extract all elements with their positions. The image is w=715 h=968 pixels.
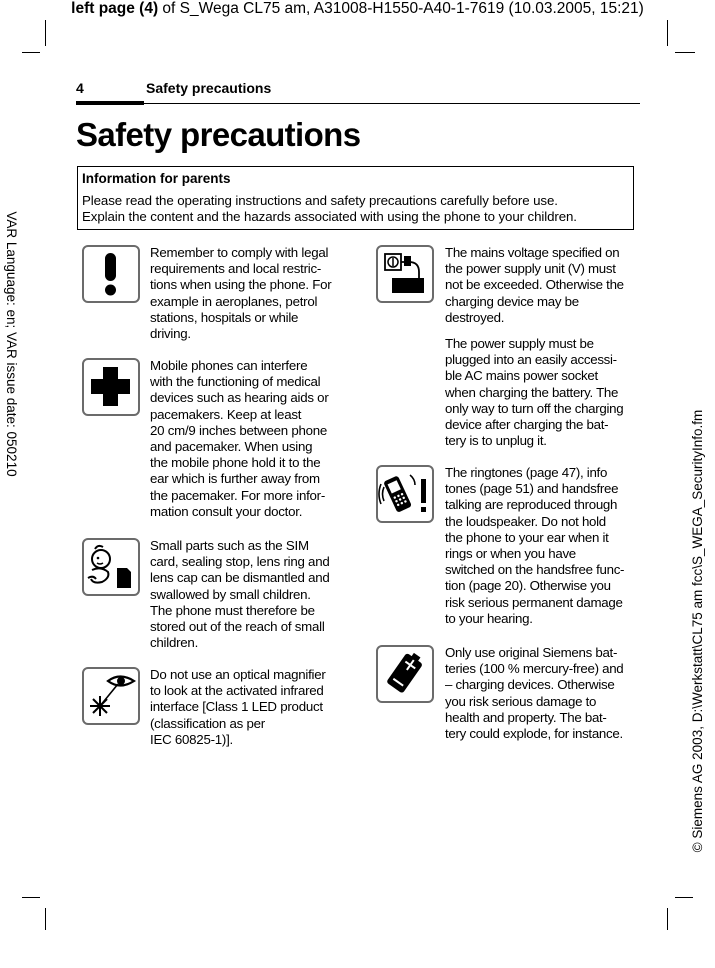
text-line: driving.: [150, 326, 191, 342]
text-line: not be exceeded. Otherwise the: [445, 277, 624, 293]
text-line: the phone to your ear when it: [445, 529, 609, 545]
text-line: talking are reproduced through: [445, 497, 618, 513]
page-number: 4: [76, 80, 84, 96]
print-header-file: of S_Wega CL75 am, A31008-H1550-A40-1-7619 (10.03.2005, 15:21): [158, 0, 644, 17]
crop-mark: [22, 52, 40, 53]
text-line: The mains voltage specified on: [445, 245, 620, 260]
safety-text-block: [445, 465, 637, 627]
text-line: The phone must therefore be: [150, 602, 315, 618]
text-line: to look at the activated infrared: [150, 683, 324, 699]
print-header-page: left page (4): [71, 0, 159, 17]
safety-text-block: [445, 645, 637, 742]
safety-text-block: [150, 667, 340, 748]
header-rule: [144, 103, 640, 104]
battery-icon: [376, 645, 434, 703]
margin-language-text: VAR Language: en; VAR issue date: 050210: [4, 211, 19, 477]
text-line: (classification as per: [150, 715, 265, 731]
print-header: [0, 0, 715, 18]
text-line: children.: [150, 635, 199, 651]
text-line: charging device may be: [445, 293, 579, 309]
exclamation-icon: [82, 245, 140, 303]
power-supply-icon: [376, 245, 434, 303]
safety-text-block: [445, 336, 637, 449]
crop-mark: [667, 20, 668, 46]
crop-mark: [22, 897, 40, 898]
safety-text-block: [445, 245, 637, 326]
text-line: lens cap can be dismantled and: [150, 570, 330, 586]
medical-cross-icon: [82, 358, 140, 416]
info-box-title: Information for parents: [82, 171, 231, 186]
text-line: Mobile phones can interfere: [150, 358, 308, 373]
text-line: stations, hospitals or while: [150, 309, 299, 325]
text-line: ear which is further away from: [150, 471, 320, 487]
info-box-line: Please read the operating instructions and safety precautions carefully before use.: [82, 193, 558, 208]
text-line: devices such as hearing aids or: [150, 390, 329, 406]
crop-mark: [675, 52, 695, 53]
text-line: only way to turn off the charging: [445, 400, 624, 416]
text-line: the power supply unit (V) must: [445, 261, 616, 277]
margin-copyright-text: © Siemens AG 2003, D:\Werkstatt\CL75 am fcc\S_WEGA_SecurityInfo.fm: [690, 409, 705, 853]
crop-mark: [667, 908, 668, 930]
child-small-parts-icon: [82, 538, 140, 596]
text-line: the pacemaker. For more infor-: [150, 487, 326, 503]
text-line: switched on the handsfree func-: [445, 562, 625, 578]
text-line: Only use original Siemens bat-: [445, 645, 618, 660]
text-line: Do not use an optical magnifier: [150, 667, 326, 682]
text-line: teries (100 % mercury-free) and: [445, 661, 624, 677]
text-line: tery could explode, for instance.: [445, 726, 623, 742]
text-line: destroyed.: [445, 309, 505, 325]
text-line: risk serious permanent damage: [445, 594, 623, 610]
text-line: 20 cm/9 inches between phone: [150, 422, 328, 438]
infrared-eye-icon: [82, 667, 140, 725]
text-line: the mobile phone hold it to the: [150, 455, 321, 471]
text-line: device after charging the bat-: [445, 417, 609, 433]
text-line: stored out of the reach of small: [150, 619, 325, 635]
text-line: plugged into an easily accessi-: [445, 352, 617, 368]
text-line: the loudspeaker. Do not hold: [445, 513, 606, 529]
text-line: requirements and local restric-: [150, 261, 322, 277]
text-line: health and property. The bat-: [445, 709, 607, 725]
text-line: tions when using the phone. For: [150, 277, 332, 293]
text-line: rings or when you have: [445, 546, 576, 562]
ringtone-volume-icon: [376, 465, 434, 523]
text-line: and pacemaker. When using: [150, 439, 313, 455]
text-line: when charging the battery. The: [445, 384, 619, 400]
text-line: mation consult your doctor.: [150, 503, 303, 519]
text-line: IEC 60825-1)].: [150, 731, 233, 747]
text-line: swallowed by small children.: [150, 586, 311, 602]
crop-mark: [45, 20, 46, 46]
text-line: card, sealing stop, lens ring and: [150, 554, 330, 570]
crop-mark: [45, 908, 46, 930]
text-line: tery is to unplug it.: [445, 433, 547, 449]
header-rule-thick: [76, 101, 144, 105]
safety-text-block: [150, 358, 340, 520]
text-line: Remember to comply with legal: [150, 245, 329, 260]
text-line: The power supply must be: [445, 336, 594, 351]
parents-info-box: [77, 166, 634, 230]
text-line: interface [Class 1 LED product: [150, 699, 323, 715]
text-line: with the functioning of medical: [150, 374, 321, 390]
text-line: The ringtones (page 47), info: [445, 465, 608, 480]
text-line: to your hearing.: [445, 610, 533, 626]
info-box-line: Explain the content and the hazards associated with using the phone to your children.: [82, 209, 577, 224]
text-line: tones (page 51) and handsfree: [445, 481, 619, 497]
crop-mark: [675, 897, 693, 898]
text-line: Small parts such as the SIM: [150, 538, 309, 553]
safety-text-block: [150, 538, 340, 651]
text-line: example in aeroplanes, petrol: [150, 293, 318, 309]
page-title: Safety precautions: [76, 116, 361, 153]
text-line: tion (page 20). Otherwise you: [445, 578, 611, 594]
running-header-title: Safety precautions: [146, 80, 272, 96]
safety-text-block: [150, 245, 340, 342]
text-line: – charging devices. Otherwise: [445, 677, 615, 693]
text-line: pacemakers. Keep at least: [150, 406, 302, 422]
text-line: ble AC mains power socket: [445, 368, 598, 384]
text-line: you risk serious damage to: [445, 693, 597, 709]
